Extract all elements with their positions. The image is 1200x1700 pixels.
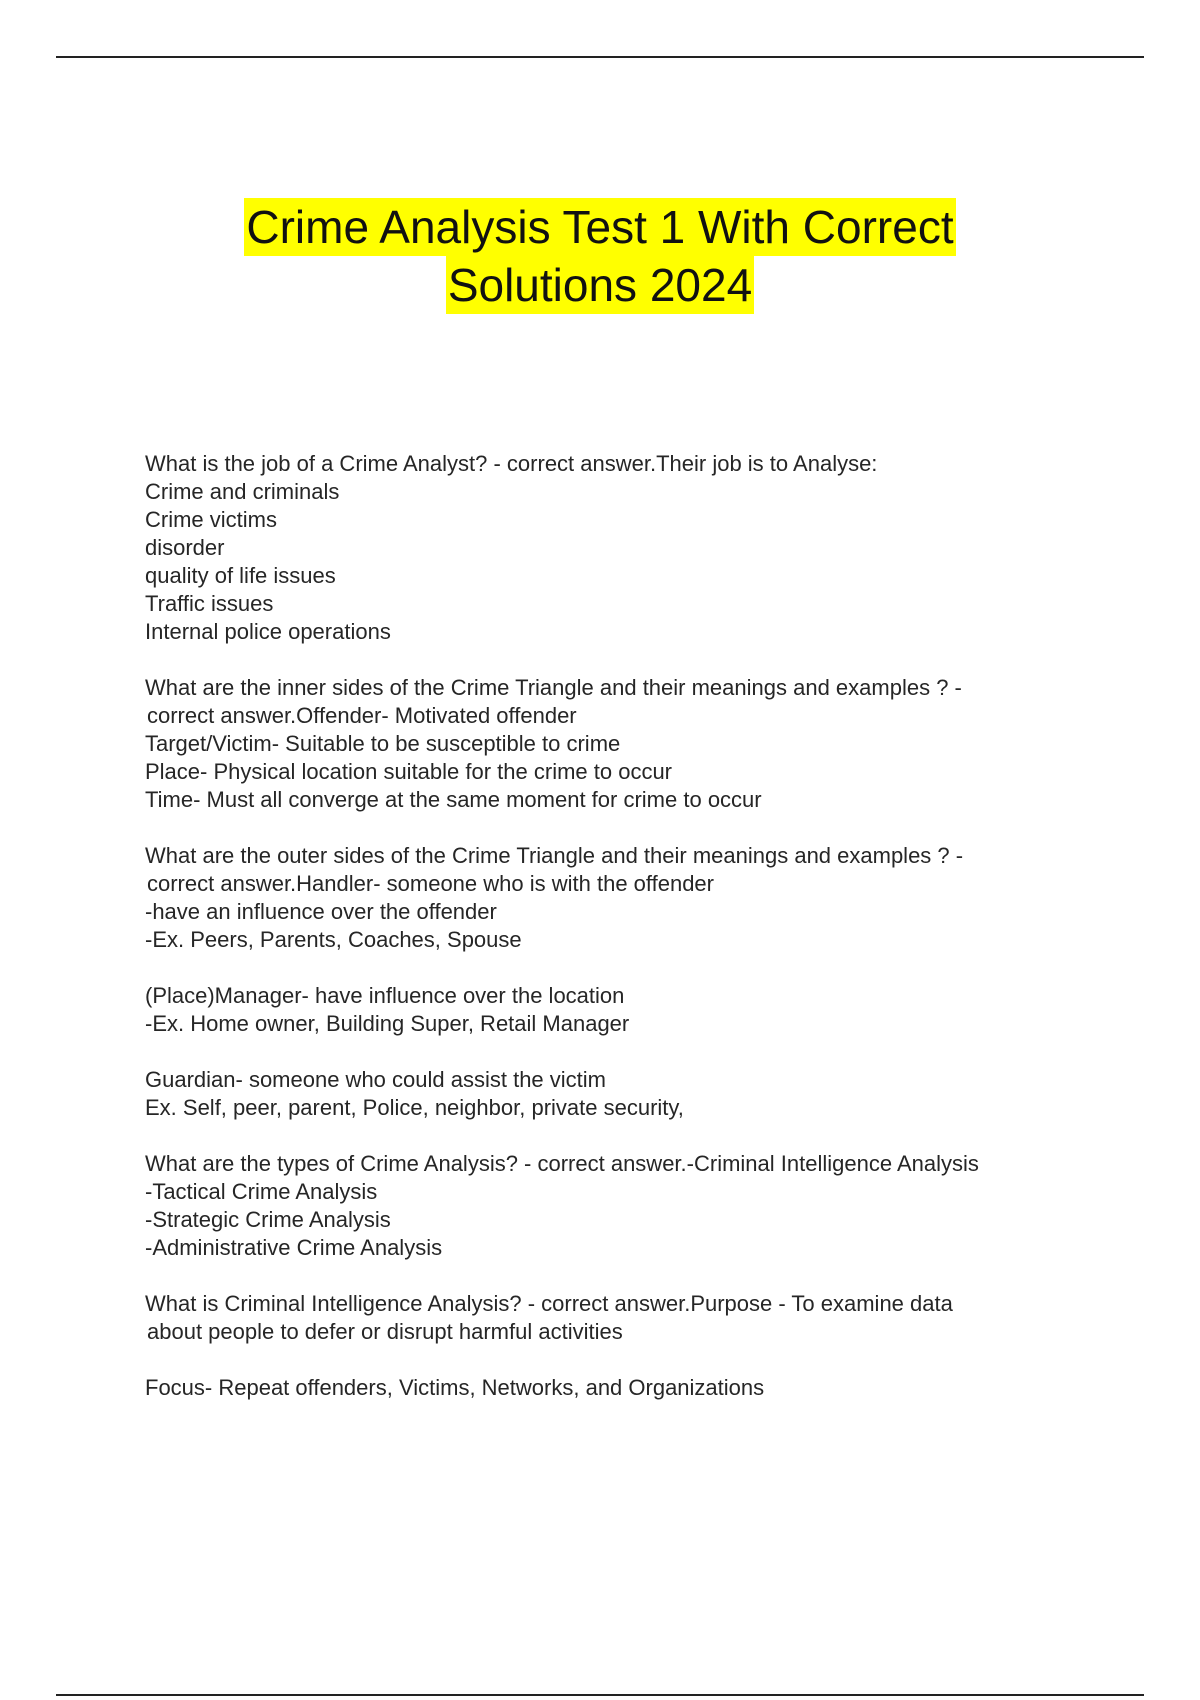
answer-line: quality of life issues xyxy=(145,563,336,588)
answer-line: Crime and criminals xyxy=(145,479,340,504)
text-line: Ex. Self, peer, parent, Police, neighbor, private security, xyxy=(145,1095,684,1120)
document-title xyxy=(0,198,1200,314)
text-line: -Ex. Home owner, Building Super, Retail Manager xyxy=(145,1011,630,1036)
answer-line: -have an influence over the offender xyxy=(145,899,497,924)
answer-line: Place- Physical location suitable for the crime to occur xyxy=(145,759,673,784)
question-line: What are the inner sides of the Crime Triangle and their meanings and examples ? - xyxy=(145,675,962,700)
qa-block-types-of-analysis xyxy=(145,1150,1075,1262)
top-rule xyxy=(56,56,1144,58)
answer-line: correct answer.Offender- Motivated offender xyxy=(147,703,577,728)
qa-block-job-of-analyst xyxy=(145,450,1075,646)
text-line: Guardian- someone who could assist the victim xyxy=(145,1067,606,1092)
question-line: What are the outer sides of the Crime Triangle and their meanings and examples ? - xyxy=(145,843,964,868)
paragraph-focus xyxy=(145,1374,1075,1402)
paragraph-guardian xyxy=(145,1066,1075,1122)
paragraph-place-manager xyxy=(145,982,1075,1038)
qa-block-inner-triangle xyxy=(145,674,1075,814)
answer-line: -Administrative Crime Analysis xyxy=(145,1235,443,1260)
qa-block-criminal-intelligence xyxy=(145,1290,1075,1346)
bottom-rule xyxy=(56,1694,1144,1696)
answer-line: Time- Must all converge at the same moment for crime to occur xyxy=(145,787,762,812)
document-body xyxy=(145,450,1075,1430)
answer-line: disorder xyxy=(145,535,225,560)
answer-line: Traffic issues xyxy=(145,591,274,616)
answer-line: -Ex. Peers, Parents, Coaches, Spouse xyxy=(145,927,522,952)
text-line: (Place)Manager- have influence over the location xyxy=(145,983,625,1008)
question-line: What are the types of Crime Analysis? - correct answer.-Criminal Intelligence Analysis xyxy=(145,1151,979,1176)
answer-line: -Strategic Crime Analysis xyxy=(145,1207,391,1232)
qa-block-outer-triangle xyxy=(145,842,1075,954)
title-line-1: Crime Analysis Test 1 With Correct xyxy=(244,198,955,256)
answer-line: Target/Victim- Suitable to be susceptible to crime xyxy=(145,731,621,756)
answer-line: -Tactical Crime Analysis xyxy=(145,1179,378,1204)
answer-line: about people to defer or disrupt harmful activities xyxy=(147,1319,623,1344)
question-line: What is Criminal Intelligence Analysis? - correct answer.Purpose - To examine data xyxy=(145,1291,953,1316)
answer-line: Crime victims xyxy=(145,507,277,532)
text-line: Focus- Repeat offenders, Victims, Networks, and Organizations xyxy=(145,1375,765,1400)
answer-line: correct answer.Handler- someone who is with the offender xyxy=(147,871,714,896)
question-line: What is the job of a Crime Analyst? - correct answer.Their job is to Analyse: xyxy=(145,451,878,476)
title-line-2: Solutions 2024 xyxy=(446,256,754,314)
answer-line: Internal police operations xyxy=(145,619,391,644)
